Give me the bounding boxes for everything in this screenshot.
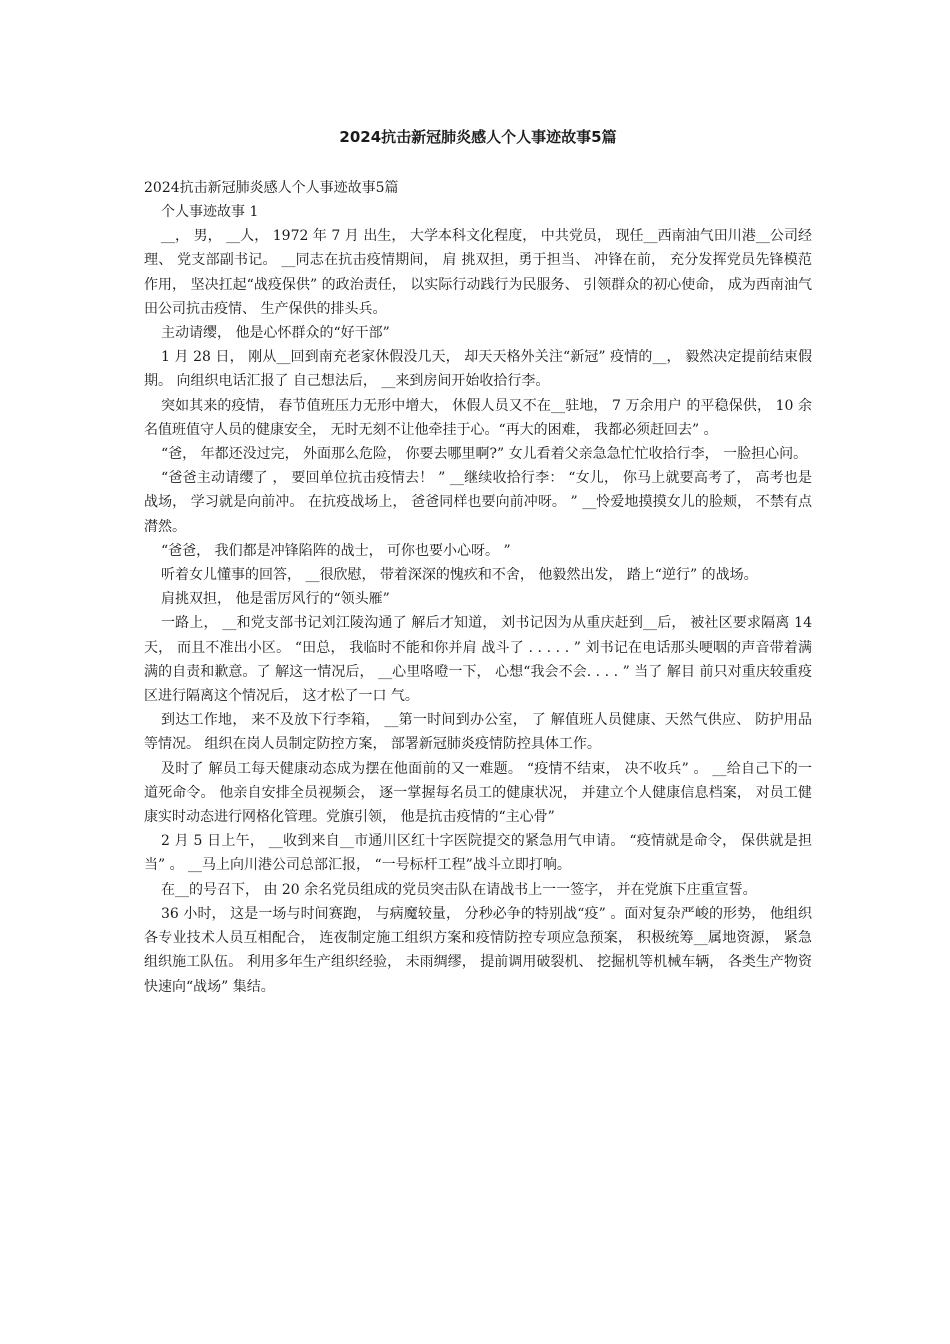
paragraph: “爸爸， 我们都是冲锋陷阵的战士， 可你也要小心呀。 ” bbox=[161, 542, 511, 559]
paragraph: 突如其来的疫情， 春节值班压力无形中增大， 休假人员又不在__驻地， 7 万余用户 的平稳保供， 10 余名值班值守人员的健康安全， 无时无刻不让他牵挂于心。“再大的困难， 我都必须赶回去” 。 bbox=[144, 397, 812, 438]
section-heading-leader: 肩挑双担， 他是雷厉风行的“领头雁” bbox=[161, 591, 390, 608]
paragraph: 一路上， __和党支部书记刘江陵沟通了 解后才知道， 刘书记因为从重庆赶到__后， 被社区要求隔离 14 天， 而且不准出小区。 “田总， 我临时不能和你并肩 战斗了 . . . . . ” 刘书记在电话那头哽咽的声音带着满满的自责和歉意。了 解这一情况后， __心里咯噔一下， 心想“我会不会. . . . ” 当了 解目 前只对重庆较重疫区进行隔离这个情况后， 这才松了一口 气。 bbox=[144, 615, 812, 705]
document-subtitle: 2024抗击新冠肺炎感人个人事迹故事5篇 bbox=[144, 180, 399, 196]
paragraph-intro: __， 男， __人， 1972 年 7 月 出生， 大学本科文化程度， 中共党员， 现任__西南油气田川港__公司经理、 党支部副书记。 __同志在抗击疫情期间， 肩 挑双担，勇于担当、 冲锋在前， 充分发挥党员先锋模范作用， 坚决扛起“战疫保供” 的政治责任， 以实际行动践行为民服务、 引领群众的初心使命， 成为西南油气田公司抗击疫情、 生产保供的排头兵。 bbox=[144, 228, 812, 317]
paragraph: “爸， 年都还没过完， 外面那么危险， 你要去哪里啊?” 女儿看着父亲急急忙忙收拾行李， 一脸担心问。 bbox=[161, 446, 808, 463]
document-title: 2024抗击新冠肺炎感人个人事迹故事5篇 bbox=[339, 128, 617, 146]
paragraph: 到达工作地， 来不及放下行李箱， __第一时间到办公室， 了 解值班人员健康、天然气供应、 防护用品等情况。 组织在岗人员制定防控方案， 部署新冠肺炎疫情防控具体工作。 bbox=[144, 712, 812, 753]
document-body bbox=[144, 176, 812, 999]
paragraph: “爸爸主动请缨了 ， 要回单位抗击疫情去！ ” __继续收拾行李： “女儿， 你马上就要高考了， 高考也是战场， 学习就是向前冲。 在抗疫战场上， 爸爸同样也要向前冲呀。 ” __怜爱地摸摸女儿的脸颊， 不禁有点潸然。 bbox=[144, 470, 812, 535]
paragraph: 1 月 28 日， 刚从__回到南充老家休假没几天， 却天天格外关注“新冠” 疫情的__， 毅然决定提前结束假期。 向组织电话汇报了 自己想法后， __来到房间开始收拾行李。 bbox=[144, 349, 812, 390]
paragraph: 36 小时， 这是一场与时间赛跑， 与病魔较量， 分秒必争的特别战“疫” 。面对复杂严峻的形势， 他组织各专业技术人员互相配合， 连夜制定施工组织方案和疫情防控专项应急预案， 积极统筹__属地资源， 紧急组织施工队伍。 利用多年生产组织经验， 未雨绸缪， 提前调用破裂机、 挖掘机等机械车辆， 各类生产物资快速向“战场” 集结。 bbox=[144, 905, 812, 995]
paragraph: 听着女儿懂事的回答， __很欣慰， 带着深深的愧疚和不舍， 他毅然出发， 踏上“逆行” 的战场。 bbox=[161, 567, 758, 584]
story-heading: 个人事迹故事 1 bbox=[161, 204, 259, 220]
paragraph: 2 月 5 日上午， __收到来自__市通川区红十字医院提交的紧急用气申请。 “疫情就是命令， 保供就是担当” 。 __马上向川港公司总部汇报， “一号标杆工程”战斗立即打响。 bbox=[144, 833, 812, 874]
paragraph: 在__的号召下， 由 20 余名党员组成的党员突击队在请战书上一一签字， 并在党旗下庄重宣誓。 bbox=[161, 881, 757, 898]
paragraph: 及时了 解员工每天健康动态成为摆在他面前的又一难题。 “疫情不结束， 决不收兵” 。 __给自己下的一道死命令。 他亲自安排全员视频会， 逐一掌握每名员工的健康状况， 并建立个人健康信息档案， 对员工健康实时动态进行网格化管理。党旗引领， 他是抗击疫情的“主心骨” bbox=[144, 760, 812, 826]
section-heading-volunteer: 主动请缨， 他是心怀群众的“好干部” bbox=[161, 325, 390, 342]
